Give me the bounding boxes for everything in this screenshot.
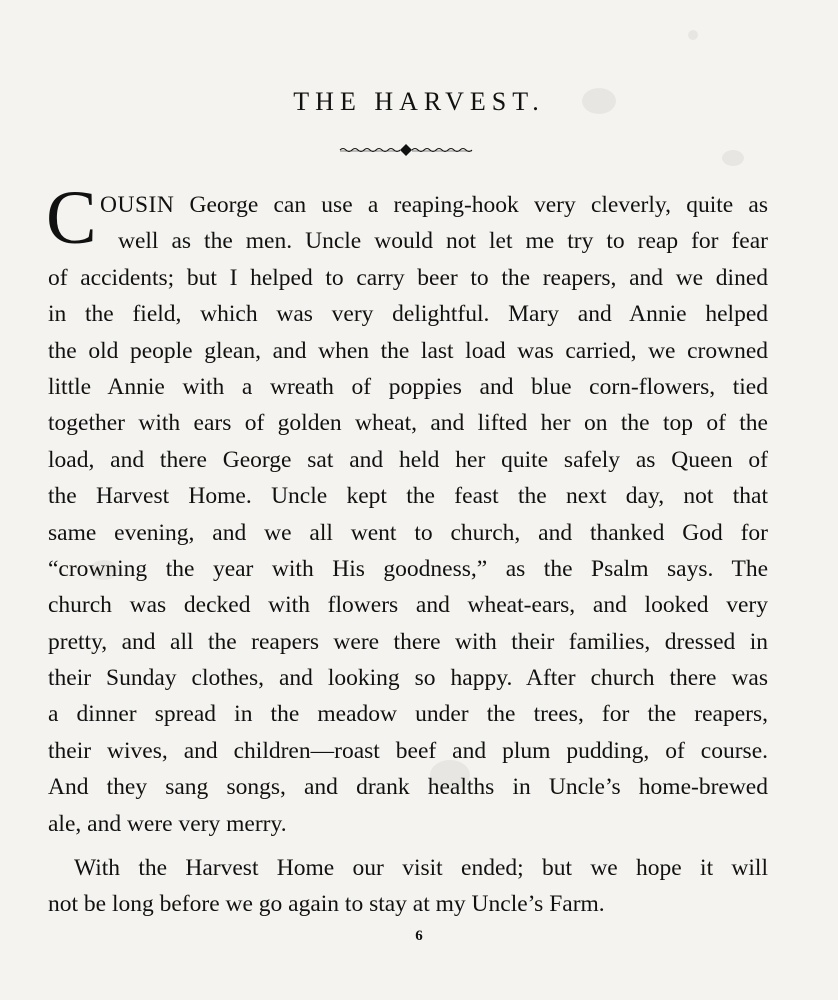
first-word: OUSIN [100,192,175,218]
text-line: With the Harvest Home our visit ended; but we hope it will [74,855,768,882]
text-line: the old people glean, and when the last load was carried, we crowned [48,337,768,364]
text-line: load, and there George sat and held her quite safely as Queen of [48,446,768,473]
text-line: George can use a reaping-hook very cleverly, quite as [174,192,768,218]
text-line: And they sang songs, and drank healths in Uncle’s home-brewed [48,774,768,801]
text-line: in the field, which was very delightful. Mary and Annie helped [48,301,768,328]
text-line: a dinner spread in the meadow under the trees, for the reapers, [48,701,768,728]
text-line: their wives, and children—roast beef and plum pudding, of course. [48,737,768,764]
text-line: the Harvest Home. Uncle kept the feast the next day, not that [48,483,768,510]
body-text [46,176,768,923]
paper-speck [722,150,744,166]
text-line: little Annie with a wreath of poppies and blue corn-flowers, tied [48,373,768,400]
drop-cap: C [46,176,97,260]
text-line: church was decked with flowers and wheat-ears, and looked very [48,592,768,619]
paper-speck [688,30,698,40]
page-number: 6 [415,928,423,944]
text-line: ale, and were very merry. [48,810,287,837]
decorative-rule-icon [338,138,474,162]
text-line: well as the men. Uncle would not let me try to reap for fear [118,228,768,255]
page-title: THE HARVEST. [293,87,545,117]
text-line: of accidents; but I helped to carry beer to the reapers, and we dined [48,264,768,291]
text-line: pretty, and all the reapers were there with their families, dressed in [48,628,768,655]
text-line: same evening, and we all went to church, and thanked God for [48,519,768,546]
text-line: together with ears of golden wheat, and lifted her on the top of the [48,410,768,437]
text-line: their Sunday clothes, and looking so happy. After church there was [48,665,768,692]
text-line: “crowning the year with His goodness,” as the Psalm says. The [48,555,768,582]
paragraph-2 [48,850,768,923]
text-line: not be long before we go again to stay at my Uncle’s Farm. [48,891,605,918]
